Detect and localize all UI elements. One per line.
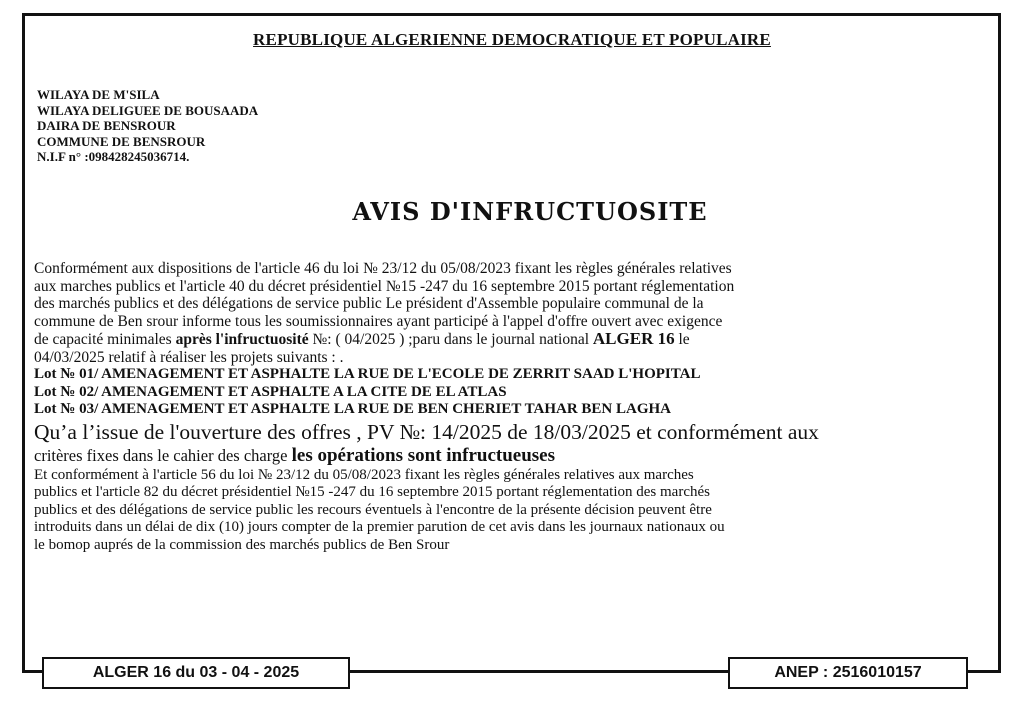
paragraph1-line: 04/03/2025 relatif à réaliser les projets suivants : . <box>34 348 344 366</box>
admin-commune: COMMUNE DE BENSROUR <box>37 133 206 149</box>
paragraph2-line: publics et des délégations de service public les recours éventuels à l'encontre de la présente décision peuvent être <box>34 501 712 518</box>
paragraph1-line: Conformément aux dispositions de l'article 46 du loi № 23/12 du 05/08/2023 fixant les règles générales relatives <box>34 260 732 277</box>
admin-wilaya-deleguee: WILAYA DELIGUEE DE BOUSAADA <box>37 102 259 118</box>
notice-title: AVIS D'INFRUCTUOSITE <box>352 197 708 226</box>
lot-item: Lot № 01/ AMENAGEMENT ET ASPHALTE LA RUE DE L'ECOLE DE ZERRIT SAAD L'HOPITAL <box>34 366 701 382</box>
paragraph1-line: commune de Ben srour informe tous les soumissionnaires ayant participé à l'appel d'offre ouvert avec exigence <box>34 312 723 330</box>
publication-badge: ALGER 16 du 03 - 04 - 2025 <box>42 657 350 689</box>
journal-name: ALGER 16 <box>592 329 675 348</box>
text-span: №: ( 04/2025 ) ;paru dans le journal national <box>312 331 593 348</box>
lot-item: Lot № 02/ AMENAGEMENT ET ASPHALTE A LA CITE DE EL ATLAS <box>34 383 507 400</box>
paragraph2-line: le bomop auprés de la commission des marchés publics de Ben Srour <box>34 536 450 553</box>
admin-daira: DAIRA DE BENSROUR <box>37 118 176 134</box>
admin-nif: N.I.F n° :098428245036714. <box>37 149 190 165</box>
republic-heading: REPUBLIQUE ALGERIENNE DEMOCRATIQUE ET POPULAIRE <box>253 30 771 49</box>
admin-wilaya: WILAYA DE M'SILA <box>37 87 160 102</box>
paragraph1-line: des marchés publics et des délégations de service public Le président d'Assemble populaire communal de la <box>34 295 704 312</box>
paragraph2-line: Et conformément à l'article 56 du loi № 23/12 du 05/08/2023 fixant les règles générales relatives aux marches <box>34 466 694 483</box>
result-line: Qu’a l’issue de l'ouverture des offres , PV №: 14/2025 de 18/03/2025 et conformément aux <box>34 419 819 444</box>
paragraph2-line: publics et l'article 82 du décret présidentiel №15 -247 du 16 septembre 2015 portant réglementation des marchés <box>34 484 710 501</box>
paragraph1-line <box>34 330 999 349</box>
text-span: le <box>674 331 690 348</box>
infructuosite-ref: après l'infructuosité <box>175 331 313 348</box>
notice-body <box>34 260 999 554</box>
result-statement: les opérations sont infructueuses <box>291 444 555 466</box>
text-span: critères fixes dans le cahier des charge <box>34 445 292 465</box>
administration-block <box>37 87 258 165</box>
anep-badge: ANEP : 2516010157 <box>728 657 968 689</box>
result-line <box>34 445 999 467</box>
paragraph2-line: introduits dans un délai de dix (10) jours compter de la premier parution de cet avis dans les journaux nationaux ou <box>34 519 725 536</box>
paragraph1-line: aux marches publics et l'article 40 du décret présidentiel №15 -247 du 16 septembre 2015 portant réglementation <box>34 277 735 295</box>
lot-item: Lot № 03/ AMENAGEMENT ET ASPHALTE LA RUE DE BEN CHERIET TAHAR BEN LAGHA <box>34 401 672 417</box>
text-span: de capacité minimales <box>34 331 176 348</box>
